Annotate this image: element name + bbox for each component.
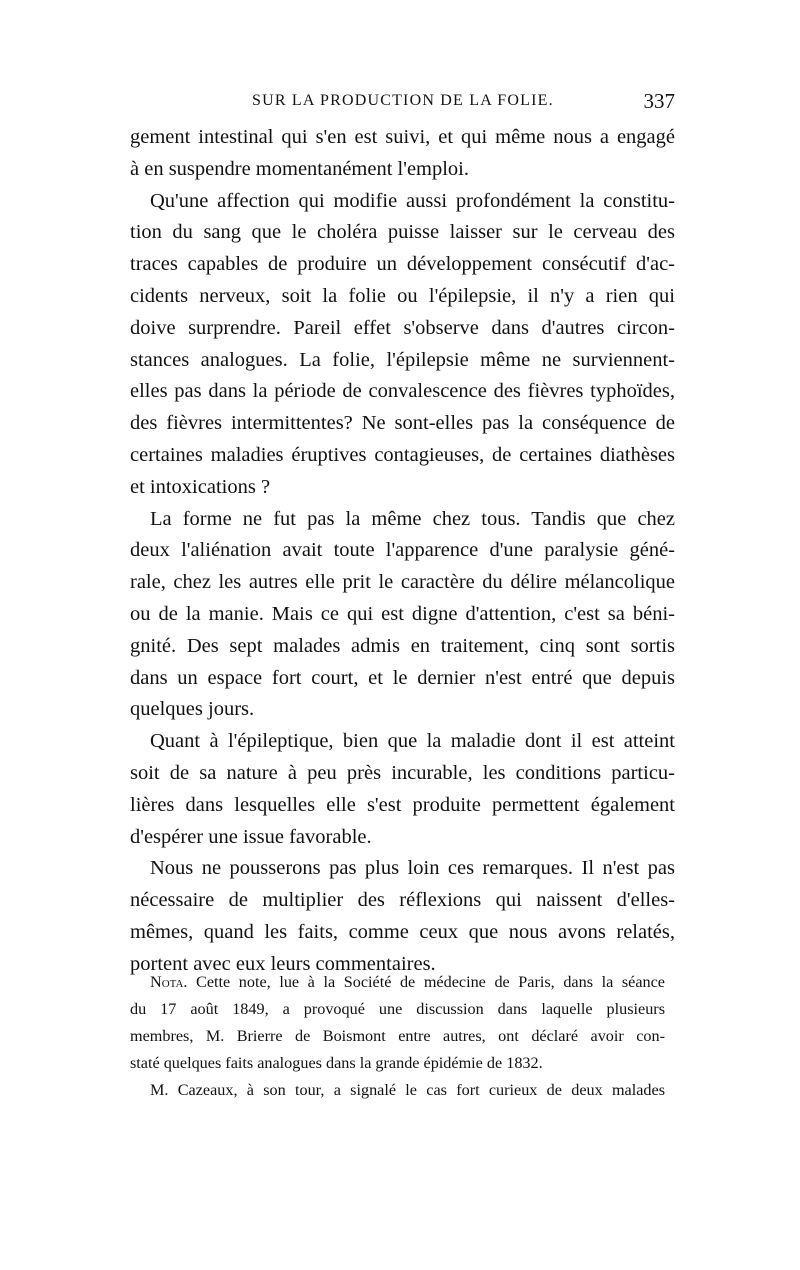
text-line: tion du sang que le choléra puisse laisser sur le cerveau des <box>130 221 675 244</box>
body-text <box>130 122 675 981</box>
page-number: 337 <box>643 89 675 113</box>
text-line: mêmes, quand les faits, comme ceux que nous avons relatés, <box>130 920 675 943</box>
text-line: Quant à l'épileptique, bien que la maladie dont il est atteint <box>150 730 675 753</box>
running-title: SUR LA PRODUCTION DE LA FOLIE. <box>252 92 554 109</box>
text-line: dans un espace fort court, et le dernier n'est entré que depuis <box>130 666 675 689</box>
text-line: Nous ne pousserons pas plus loin ces remarques. Il n'est pas <box>150 857 675 880</box>
footnote-line <box>130 969 665 996</box>
text-line: des fièvres intermittentes? Ne sont-elles pas la conséquence de <box>130 412 675 435</box>
text-line: quelques jours. <box>130 698 255 721</box>
text-line: La forme ne fut pas la même chez tous. Tandis que chez <box>150 507 675 530</box>
text-line: soit de sa nature à peu près incurable, les conditions particu- <box>130 761 675 784</box>
text-line: doive surprendre. Pareil effet s'observe dans d'autres circon- <box>130 316 675 339</box>
text-line: d'espérer une issue favorable. <box>130 825 372 848</box>
text-line: gnité. Des sept malades admis en traitement, cinq sont sortis <box>130 634 675 657</box>
text-line: à en suspendre momentanément l'emploi. <box>130 157 470 180</box>
text-line: certaines maladies éruptives contagieuses, de certaines diathèses <box>130 443 675 466</box>
footnote-label: Nota. <box>150 973 188 991</box>
text-line: cidents nerveux, soit la folie ou l'épilepsie, il n'y a rien qui <box>130 284 675 307</box>
footnote <box>130 969 665 1104</box>
text-line: gement intestinal qui s'en est suivi, et qui même nous a engagé <box>130 126 675 148</box>
text-line: portent avec eux leurs commentaires. <box>130 952 436 975</box>
text-line: lières dans lesquelles elle s'est produite permettent également <box>130 793 675 816</box>
footnote-line: M. Cazeaux, à son tour, a signalé le cas fort curieux de deux malades <box>150 1081 665 1099</box>
footnote-first-line: Cette note, lue à la Société de médecine de Paris, dans la séance <box>187 973 665 991</box>
running-head <box>130 89 675 116</box>
text-line: rale, chez les autres elle prit le caractère du délire mélancolique <box>130 571 675 594</box>
footnote-line: du 17 août 1849, a provoqué une discussion dans laquelle plusieurs <box>130 1000 665 1018</box>
text-line: Qu'une affection qui modifie aussi profondément la constitu- <box>150 189 675 212</box>
text-line: traces capables de produire un développement consécutif d'ac- <box>130 253 675 276</box>
text-line: stances analogues. La folie, l'épilepsie même ne surviennent- <box>130 348 675 371</box>
text-line: et intoxications ? <box>130 475 271 498</box>
footnote-line: membres, M. Brierre de Boismont entre autres, ont déclaré avoir con- <box>130 1027 665 1045</box>
text-line: ou de la manie. Mais ce qui est digne d'attention, c'est sa béni- <box>130 602 675 625</box>
text-line: elles pas dans la période de convalescence des fièvres typhoïdes, <box>130 380 675 403</box>
text-line: nécessaire de multiplier des réflexions qui naissent d'elles- <box>130 889 675 912</box>
footnote-line: staté quelques faits analogues dans la grande épidémie de 1832. <box>130 1054 543 1072</box>
text-line: deux l'aliénation avait toute l'apparence d'une paralysie géné- <box>130 539 675 562</box>
